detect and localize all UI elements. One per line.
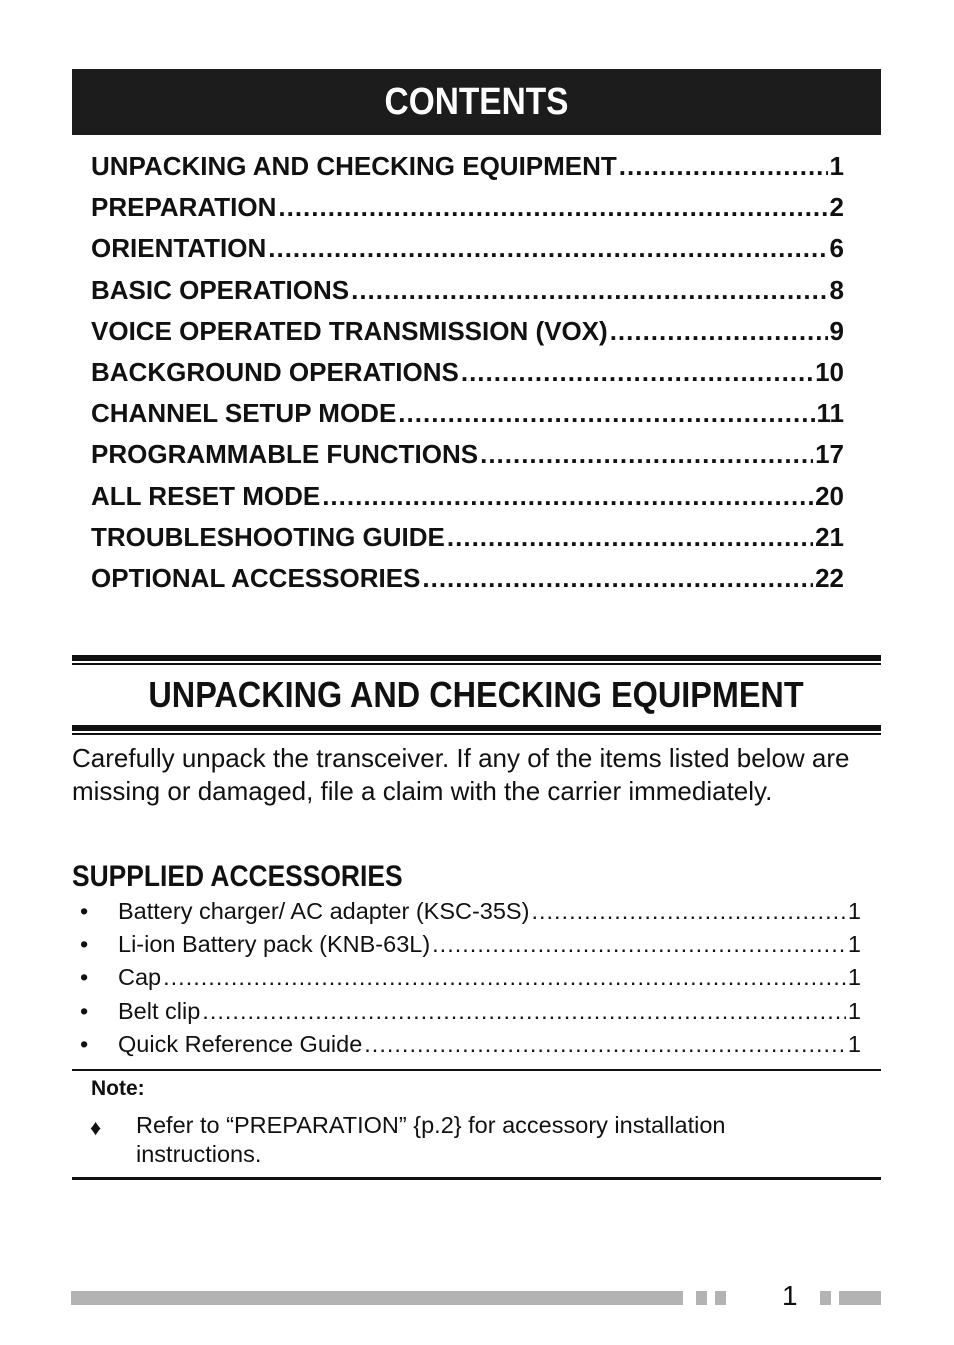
toc-label: UNPACKING AND CHECKING EQUIPMENT <box>91 151 617 181</box>
toc-entry[interactable] <box>91 275 844 316</box>
toc-label: VOICE OPERATED TRANSMISSION (VOX) <box>91 315 608 346</box>
toc-page: 21 <box>815 521 844 552</box>
bullet: • <box>80 931 89 958</box>
list-item <box>80 1031 861 1064</box>
toc-page: 11 <box>816 398 844 429</box>
note-label: Note: <box>91 1077 145 1100</box>
accessory-qty: 1 <box>847 1030 861 1057</box>
intro-paragraph: Carefully unpack the transceiver. If any of the items listed below are missing or damaged, file a claim with the carrier immediately. <box>72 743 850 806</box>
accessory-qty: 1 <box>847 931 861 958</box>
toc-label: PREPARATION <box>91 192 277 223</box>
toc-entry[interactable] <box>91 439 844 480</box>
accessory-qty: 1 <box>847 898 861 924</box>
dot-leader <box>461 357 813 388</box>
page-number: 1 <box>782 1280 798 1311</box>
dot-leader <box>278 192 827 223</box>
toc-entry[interactable] <box>91 233 844 274</box>
dot-leader <box>398 398 814 429</box>
accessory-name: Belt clip <box>118 997 201 1024</box>
accessory-qty: 1 <box>847 964 861 991</box>
list-item <box>80 964 861 997</box>
section-title-text: UNPACKING AND CHECKING EQUIPMENT <box>148 674 805 715</box>
dot-leader <box>364 1031 846 1058</box>
accessory-name: Battery charger/ AC adapter (KSC-35S) <box>118 898 530 924</box>
dot-leader <box>531 898 845 925</box>
toc-page: 17 <box>815 439 844 470</box>
note-text: Refer to “PREPARATION” {p.2} for accessory installation instructions. <box>136 1112 726 1167</box>
toc-entry[interactable] <box>91 357 844 398</box>
supplied-accessories-heading: SUPPLIED ACCESSORIES <box>72 860 403 893</box>
toc-label: BASIC OPERATIONS <box>91 274 350 305</box>
toc-label: ORIENTATION <box>91 233 267 264</box>
footer-bar <box>839 1291 881 1305</box>
divider <box>72 655 881 661</box>
divider <box>72 733 881 735</box>
toc-page: 8 <box>829 274 844 305</box>
list-item <box>80 998 861 1031</box>
toc-label: PROGRAMMABLE FUNCTIONS <box>91 439 479 470</box>
section-header <box>72 655 881 735</box>
toc-page: 6 <box>829 233 844 264</box>
toc-page: 10 <box>815 356 844 387</box>
toc-label: CHANNEL SETUP MODE <box>91 398 397 429</box>
dot-leader <box>202 998 846 1025</box>
footer-square <box>820 1291 831 1305</box>
list-item <box>80 931 861 964</box>
footer-square <box>715 1291 726 1305</box>
list-item <box>80 898 861 931</box>
dot-leader <box>351 275 827 306</box>
dot-leader <box>610 316 828 347</box>
dot-leader <box>268 233 827 264</box>
toc-page: 20 <box>815 480 844 511</box>
footer-bar <box>71 1291 683 1305</box>
dot-leader <box>480 439 813 470</box>
toc-label: OPTIONAL ACCESSORIES <box>91 562 421 593</box>
dot-leader <box>422 563 813 594</box>
toc-entry[interactable] <box>91 151 844 192</box>
accessory-list <box>80 898 861 1064</box>
dot-leader <box>619 151 828 182</box>
accessory-qty: 1 <box>847 997 861 1024</box>
section-title <box>72 665 881 725</box>
toc-entry[interactable] <box>91 316 844 357</box>
note-box <box>72 1069 881 1180</box>
toc-page: 9 <box>829 315 844 346</box>
accessory-name: Cap <box>118 964 162 991</box>
accessory-name: Li-ion Battery pack (KNB-63L) <box>118 931 431 958</box>
dot-leader <box>432 931 846 958</box>
toc-label: BACKGROUND OPERATIONS <box>91 356 459 387</box>
toc-label: ALL RESET MODE <box>91 480 321 511</box>
dot-leader <box>447 522 813 553</box>
contents-banner <box>72 69 881 135</box>
bullet: • <box>80 964 89 991</box>
dot-leader <box>322 481 813 512</box>
toc-entry[interactable] <box>91 563 844 604</box>
toc-entry[interactable] <box>91 398 844 439</box>
bullet: • <box>80 997 89 1024</box>
bullet: • <box>80 1030 89 1057</box>
bullet: • <box>80 898 89 924</box>
diamond-bullet-icon: ♦ <box>90 1115 102 1140</box>
contents-title: CONTENTS <box>384 80 569 123</box>
divider <box>72 725 881 731</box>
toc-entry[interactable] <box>91 481 844 522</box>
table-of-contents <box>91 151 844 604</box>
toc-page: 1 <box>829 151 844 181</box>
toc-entry[interactable] <box>91 192 844 233</box>
toc-label: TROUBLESHOOTING GUIDE <box>91 521 445 552</box>
toc-entry[interactable] <box>91 522 844 563</box>
footer-square <box>696 1291 707 1305</box>
dot-leader <box>163 964 846 991</box>
toc-page: 2 <box>829 192 844 223</box>
toc-page: 22 <box>815 562 844 593</box>
accessory-name: Quick Reference Guide <box>118 1030 363 1057</box>
